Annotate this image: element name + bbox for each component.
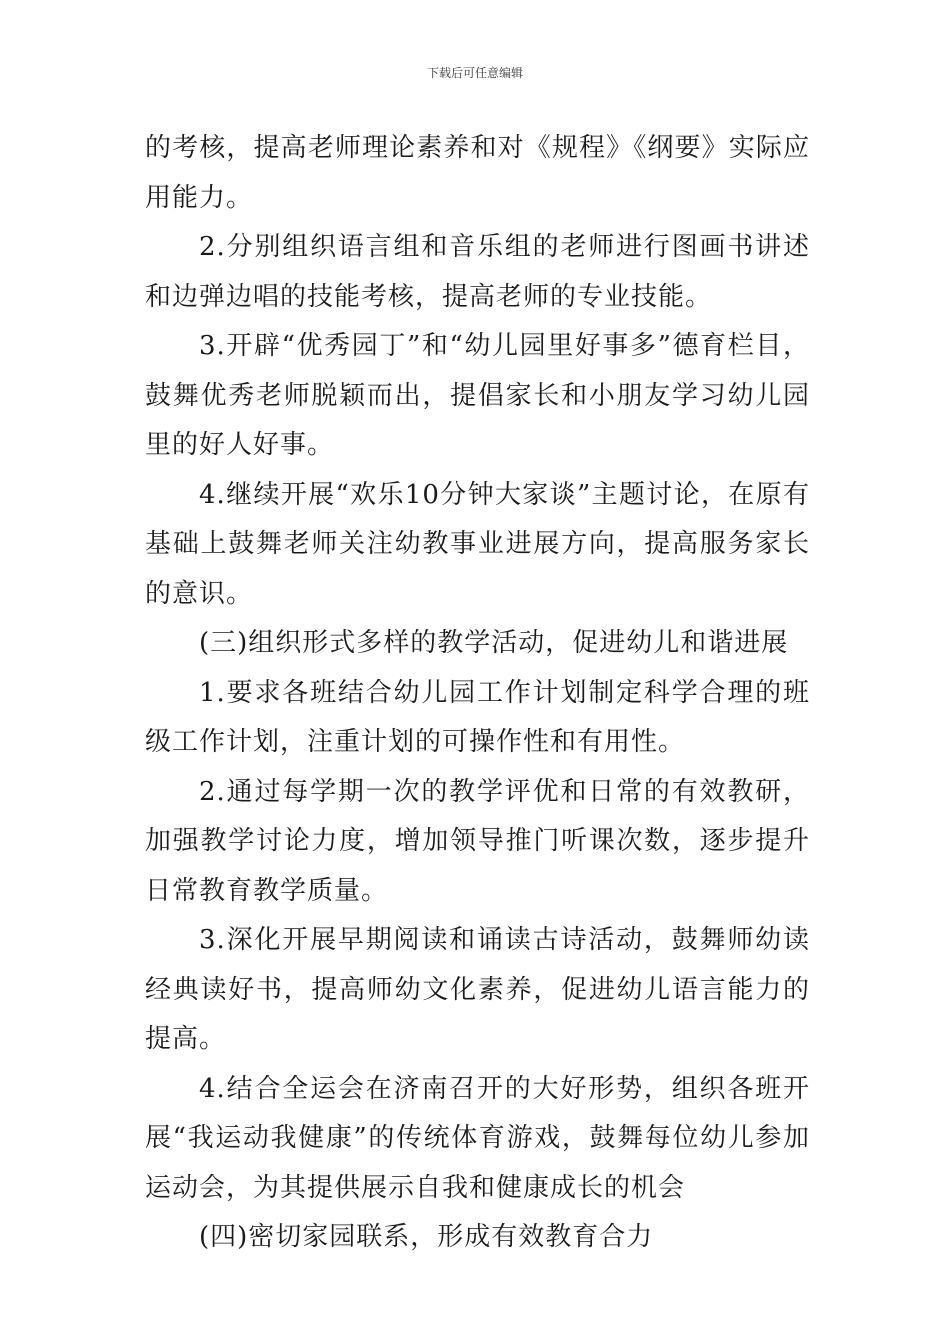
- section-heading: (三)组织形式多样的教学活动，促进幼儿和谐进展: [199, 628, 789, 658]
- document-body: [145, 124, 810, 1263]
- paragraph-item: 1.要求各班结合幼儿园工作计划制定科学合理的班级工作计划，注重计划的可操作性和有用性。: [145, 677, 810, 757]
- paragraph-item: 2.通过每学期一次的教学评优和日常的有效教研，加强教学讨论力度，增加领导推门听课次数，逐步提升日常教育教学质量。: [145, 776, 810, 906]
- paragraph-item: 3.开辟“优秀园丁”和“幼儿园里好事多”德育栏目，鼓舞优秀老师脱颖而出，提倡家长和小朋友学习幼儿园里的好人好事。: [145, 331, 810, 460]
- paragraph-item: 4.结合全运会在济南召开的大好形势，组织各班开展“我运动我健康”的传统体育游戏，鼓舞每位幼儿参加运动会，为其提供展示自我和健康成长的机会: [145, 1073, 810, 1203]
- paragraph-item: 2.分别组织语言组和音乐组的老师进行图画书讲述和边弹边唱的技能考核，提高老师的专业技能。: [145, 232, 810, 312]
- page-header: 下载后可任意编辑: [426, 66, 523, 80]
- paragraph-continuation: 的考核，提高老师理论素养和对《规程》《纲要》实际应用能力。: [145, 133, 810, 213]
- paragraph-item: 4.继续开展“欢乐10分钟大家谈”主题讨论，在原有基础上鼓舞老师关注幼教事业进展方向，提高服务家长的意识。: [145, 479, 810, 609]
- section-heading: (四)密切家园联系，形成有效教育合力: [199, 1222, 654, 1252]
- paragraph-item: 3.深化开展早期阅读和诵读古诗活动，鼓舞师幼读经典读好书，提高师幼文化素养，促进幼儿语言能力的提高。: [145, 925, 810, 1054]
